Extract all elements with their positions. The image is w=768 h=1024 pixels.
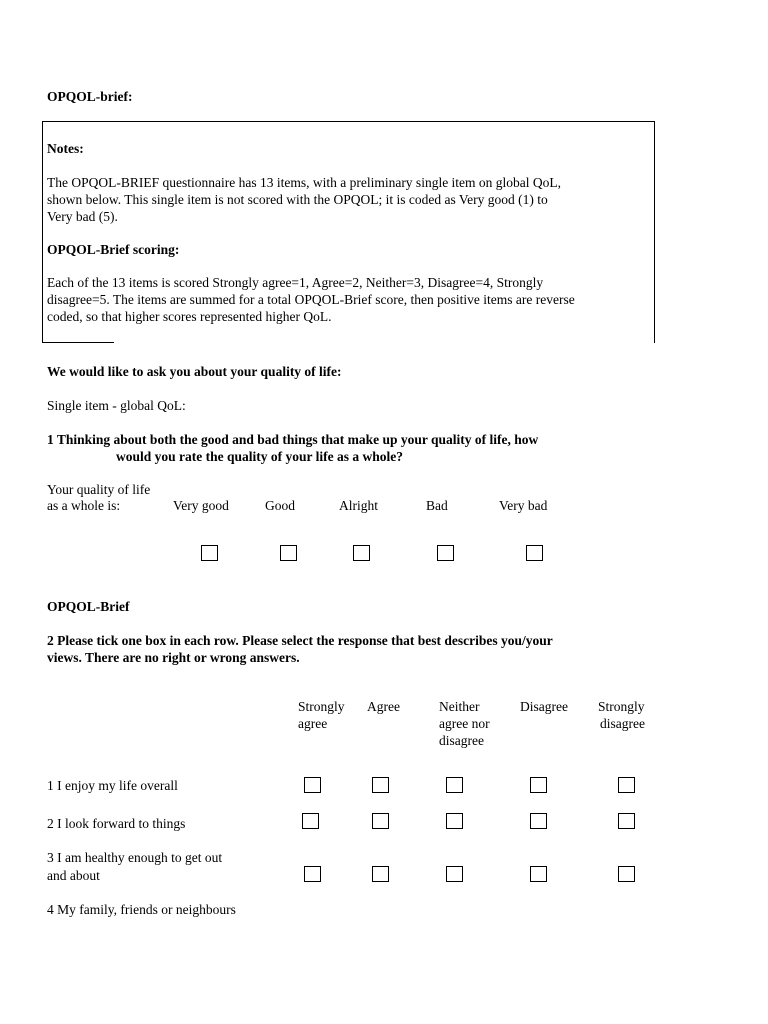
q1-checkbox-very-good[interactable] (201, 545, 218, 561)
col-disagree-line: Disagree (520, 699, 568, 714)
col-strongly-agree (298, 698, 345, 732)
brief-heading: OPQOL-Brief (47, 599, 130, 614)
col-strongly-disagree-line: Strongly (598, 699, 645, 714)
q1-option-very-good: Very good (173, 498, 229, 513)
q1-prompt: Your quality of life (47, 482, 151, 497)
item-3-checkbox-strongly-disagree[interactable] (618, 866, 635, 882)
item-2-checkbox-disagree[interactable] (530, 813, 547, 829)
notes-text-line: Very bad (5). (47, 209, 118, 224)
q1-prompt-cont: as a whole is: (47, 498, 121, 513)
item-1-label: 1 I enjoy my life overall (47, 778, 178, 793)
col-strongly-disagree (598, 698, 645, 732)
notes-box-bottom-border (42, 342, 114, 343)
col-neither-line: Neither (439, 699, 480, 714)
notes-text-line: The OPQOL-BRIEF questionnaire has 13 items, with a preliminary single item on global QoL, (47, 175, 562, 190)
q1-checkbox-alright[interactable] (353, 545, 370, 561)
col-strongly-agree-line: Strongly (298, 699, 345, 714)
col-neither-line: disagree (439, 733, 484, 748)
item-2-checkbox-strongly-agree[interactable] (302, 813, 319, 829)
item-2-checkbox-strongly-disagree[interactable] (618, 813, 635, 829)
q1-checkbox-bad[interactable] (437, 545, 454, 561)
question-2-text: 2 Please tick one box in each row. Please select the response that best describes you/your (47, 633, 553, 648)
question-2-text-cont: views. There are no right or wrong answers. (47, 650, 300, 665)
notes-text-line: shown below. This single item is not scored with the OPQOL; it is coded as Very good (1) to (47, 192, 548, 207)
q1-option-very-bad: Very bad (499, 498, 548, 513)
item-3-checkbox-disagree[interactable] (530, 866, 547, 882)
item-2-checkbox-neither[interactable] (446, 813, 463, 829)
item-3-checkbox-strongly-agree[interactable] (304, 866, 321, 882)
item-3-label-cont: and about (47, 868, 100, 883)
intro-heading: We would like to ask you about your quality of life: (47, 364, 342, 379)
scoring-text-line: Each of the 13 items is scored Strongly agree=1, Agree=2, Neither=3, Disagree=4, Strongly (47, 275, 544, 290)
item-1-checkbox-strongly-agree[interactable] (304, 777, 321, 793)
scoring-text-line: coded, so that higher scores represented higher QoL. (47, 309, 332, 324)
question-1-text-cont: would you rate the quality of your life as a whole? (116, 449, 404, 464)
scoring-heading: OPQOL-Brief scoring: (47, 242, 180, 257)
item-4-label: 4 My family, friends or neighbours (47, 902, 236, 917)
item-2-label: 2 I look forward to things (47, 816, 186, 831)
scoring-text-line: disagree=5. The items are summed for a total OPQOL-Brief score, then positive items are reverse (47, 292, 575, 307)
notes-heading: Notes: (47, 141, 84, 156)
question-1-text: 1 Thinking about both the good and bad things that make up your quality of life, how (47, 432, 539, 447)
single-item-label: Single item - global QoL: (47, 398, 186, 413)
col-neither-line: agree nor (439, 716, 490, 731)
item-1-checkbox-neither[interactable] (446, 777, 463, 793)
item-3-checkbox-neither[interactable] (446, 866, 463, 882)
item-1-checkbox-agree[interactable] (372, 777, 389, 793)
col-strongly-disagree-line: disagree (600, 716, 645, 731)
q1-checkbox-very-bad[interactable] (526, 545, 543, 561)
q1-option-alright: Alright (339, 498, 378, 513)
q1-option-bad: Bad (426, 498, 448, 513)
section-title: OPQOL-brief: (47, 89, 133, 104)
col-agree (367, 698, 400, 715)
col-disagree (520, 698, 568, 715)
item-1-checkbox-strongly-disagree[interactable] (618, 777, 635, 793)
col-strongly-agree-line: agree (298, 716, 328, 731)
item-3-label: 3 I am healthy enough to get out (47, 850, 223, 865)
col-neither (439, 698, 490, 749)
q1-option-good: Good (265, 498, 295, 513)
col-agree-line: Agree (367, 699, 400, 714)
item-3-checkbox-agree[interactable] (372, 866, 389, 882)
item-2-checkbox-agree[interactable] (372, 813, 389, 829)
q1-checkbox-good[interactable] (280, 545, 297, 561)
item-1-checkbox-disagree[interactable] (530, 777, 547, 793)
